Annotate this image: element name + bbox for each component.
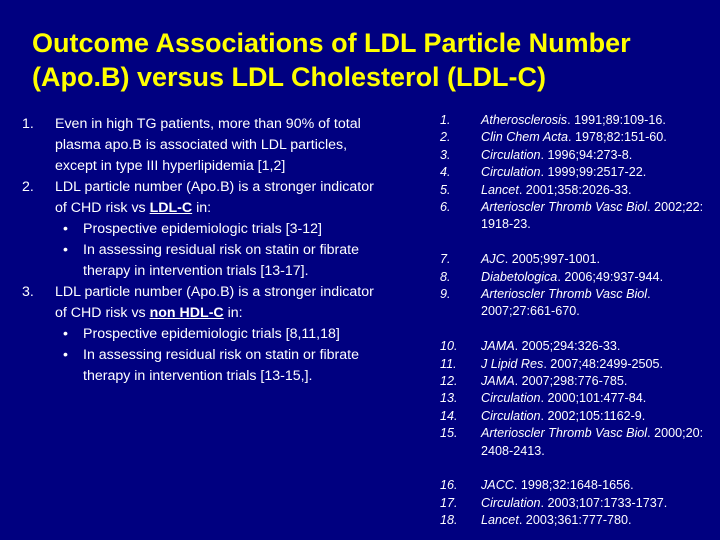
- reference-item: [440, 182, 710, 199]
- reference-citation: [481, 286, 710, 321]
- reference-item: [440, 425, 710, 460]
- reference-number: 15.: [440, 426, 458, 441]
- journal-name: Arterioscler Thromb Vasc Biol: [481, 200, 648, 215]
- point-3: [22, 282, 382, 324]
- journal-name: Diabetologica: [481, 269, 558, 284]
- reference-citation: [481, 477, 710, 494]
- reference-number: 12.: [440, 374, 458, 389]
- title-line-1: Outcome Associations of LDL Particle Number: [32, 28, 631, 58]
- bullet-icon: •: [63, 221, 68, 237]
- point-1: [22, 114, 382, 177]
- reference-citation: [481, 269, 710, 286]
- sub-point: [22, 240, 382, 282]
- journal-name: Arterioscler Thromb Vasc Biol: [481, 426, 648, 441]
- reference-citation: [481, 356, 710, 373]
- emphasis-ldl-c: LDL-C: [149, 200, 193, 216]
- point-text: [55, 282, 382, 324]
- point-text-pre: LDL particle number (Apo.B) is a stronger indicator of CHD risk vs: [55, 284, 374, 321]
- journal-name: Circulation: [481, 165, 541, 180]
- reference-citation: [481, 495, 710, 512]
- journal-name: J Lipid Res: [481, 356, 544, 371]
- reference-citation: [481, 512, 710, 529]
- reference-number: 18.: [440, 513, 458, 528]
- reference-item: [440, 129, 710, 146]
- reference-number: 6.: [440, 200, 451, 215]
- sub-point: [22, 219, 382, 240]
- reference-citation: [481, 182, 710, 199]
- reference-number: 16.: [440, 478, 458, 493]
- reference-number: 3.: [440, 147, 451, 162]
- reference-item: [440, 112, 710, 129]
- citation-details: . 2005;997-1001.: [504, 252, 601, 267]
- point-text: [55, 177, 382, 219]
- bullet-icon: •: [63, 242, 68, 258]
- citation-details: . 1978;82:151-60.: [568, 130, 667, 145]
- key-points-list: [22, 114, 382, 387]
- point-number: 2.: [22, 179, 34, 195]
- citation-details: . 2003;361:777-780.: [518, 513, 632, 528]
- citation-details: . 2002;22: 1918-23.: [481, 200, 704, 232]
- reference-item: [440, 495, 710, 512]
- reference-group-gap: [440, 460, 710, 477]
- journal-name: Circulation: [481, 391, 541, 406]
- reference-item: [440, 373, 710, 390]
- reference-item: [440, 338, 710, 355]
- reference-number: 11.: [440, 356, 457, 371]
- reference-item: [440, 356, 710, 373]
- reference-citation: [481, 425, 710, 460]
- citation-details: . 2006;49:937-944.: [557, 269, 664, 284]
- point-2: [22, 177, 382, 219]
- reference-number: 10.: [440, 339, 458, 354]
- reference-item: [440, 477, 710, 494]
- journal-name: JAMA: [481, 374, 515, 389]
- reference-citation: [481, 199, 710, 234]
- reference-item: [440, 251, 710, 268]
- reference-number: 7.: [440, 252, 451, 267]
- sub-point-text: Prospective epidemiologic trials [3-12]: [83, 221, 322, 237]
- citation-details: . 2002;105:1162-9.: [540, 408, 646, 423]
- reference-citation: [481, 390, 710, 407]
- point-text-pre: LDL particle number (Apo.B) is a stronger indicator of CHD risk vs: [55, 179, 374, 216]
- point-number: 1.: [22, 116, 34, 132]
- point-number: 3.: [22, 284, 34, 300]
- reference-item: [440, 164, 710, 181]
- journal-name: Clin Chem Acta: [481, 130, 569, 145]
- citation-details: . 2000;101:477-84.: [540, 391, 647, 406]
- reference-item: [440, 390, 710, 407]
- journal-name: Circulation: [481, 408, 541, 423]
- journal-name: Circulation: [481, 147, 541, 162]
- bullet-icon: •: [63, 347, 68, 363]
- title-line-2: (Apo.B) versus LDL Cholesterol (LDL-C): [32, 62, 547, 92]
- reference-number: 4.: [440, 165, 451, 180]
- journal-name: Lancet: [481, 513, 519, 528]
- reference-number: 1.: [440, 113, 451, 127]
- slide-title: [32, 26, 712, 94]
- journal-name: Lancet: [481, 182, 519, 197]
- point-text-post: in:: [192, 200, 212, 216]
- reference-citation: [481, 338, 710, 355]
- citation-details: . 2007;298:776-785.: [514, 374, 628, 389]
- citation-details: . 2003;107:1733-1737.: [540, 495, 668, 510]
- reference-item: [440, 147, 710, 164]
- reference-item: [440, 512, 710, 529]
- citation-details: . 2001;358:2026-33.: [518, 182, 632, 197]
- journal-name: Atherosclerosis: [481, 113, 568, 127]
- journal-name: Arterioscler Thromb Vasc Biol: [481, 287, 648, 302]
- reference-number: 2.: [440, 130, 451, 145]
- reference-citation: [481, 251, 710, 268]
- reference-number: 9.: [440, 287, 451, 302]
- sub-point-text: Prospective epidemiologic trials [8,11,18]: [83, 326, 340, 342]
- reference-item: [440, 269, 710, 286]
- reference-group-gap: [440, 234, 710, 251]
- reference-citation: [481, 147, 710, 164]
- emphasis-non-hdl-c: non HDL-C: [149, 305, 224, 321]
- reference-item: [440, 408, 710, 425]
- reference-citation: [481, 129, 710, 146]
- bullet-icon: •: [63, 326, 68, 342]
- citation-details: . 2007;27:661-670.: [481, 287, 651, 319]
- reference-citation: [481, 112, 710, 129]
- reference-citation: [481, 408, 710, 425]
- journal-name: Circulation: [481, 495, 541, 510]
- sub-point-text: In assessing residual risk on statin or fibrate therapy in intervention trials [13-15,].: [83, 347, 359, 384]
- citation-details: . 2007;48:2499-2505.: [543, 356, 664, 371]
- reference-number: 5.: [440, 182, 451, 197]
- reference-citation: [481, 164, 710, 181]
- reference-item: [440, 199, 710, 234]
- point-text: Even in high TG patients, more than 90% of total plasma apo.B is associated with LDL particles, except in type III hyperlipidemia [1,2]: [55, 116, 361, 174]
- reference-item: [440, 286, 710, 321]
- citation-details: . 2005;294:326-33.: [514, 339, 621, 354]
- sub-point: [22, 324, 382, 345]
- journal-name: JACC: [481, 478, 514, 493]
- citation-details: . 2000;20: 2408-2413.: [481, 426, 704, 458]
- citation-details: . 1999;99:2517-22.: [540, 165, 647, 180]
- reference-number: 8.: [440, 269, 451, 284]
- reference-number: 14.: [440, 408, 458, 423]
- reference-group-gap: [440, 321, 710, 338]
- references-list: [440, 112, 710, 530]
- sub-point-text: In assessing residual risk on statin or fibrate therapy in intervention trials [13-17].: [83, 242, 359, 279]
- sub-point: [22, 345, 382, 387]
- citation-details: . 1991;89:109-16.: [567, 113, 666, 127]
- reference-number: 13.: [440, 391, 458, 406]
- citation-details: . 1998;32:1648-1656.: [513, 478, 634, 493]
- point-text-post: in:: [223, 305, 243, 321]
- reference-citation: [481, 373, 710, 390]
- citation-details: . 1996;94:273-8.: [540, 147, 633, 162]
- journal-name: JAMA: [481, 339, 515, 354]
- reference-number: 17.: [440, 495, 458, 510]
- journal-name: AJC: [481, 252, 505, 267]
